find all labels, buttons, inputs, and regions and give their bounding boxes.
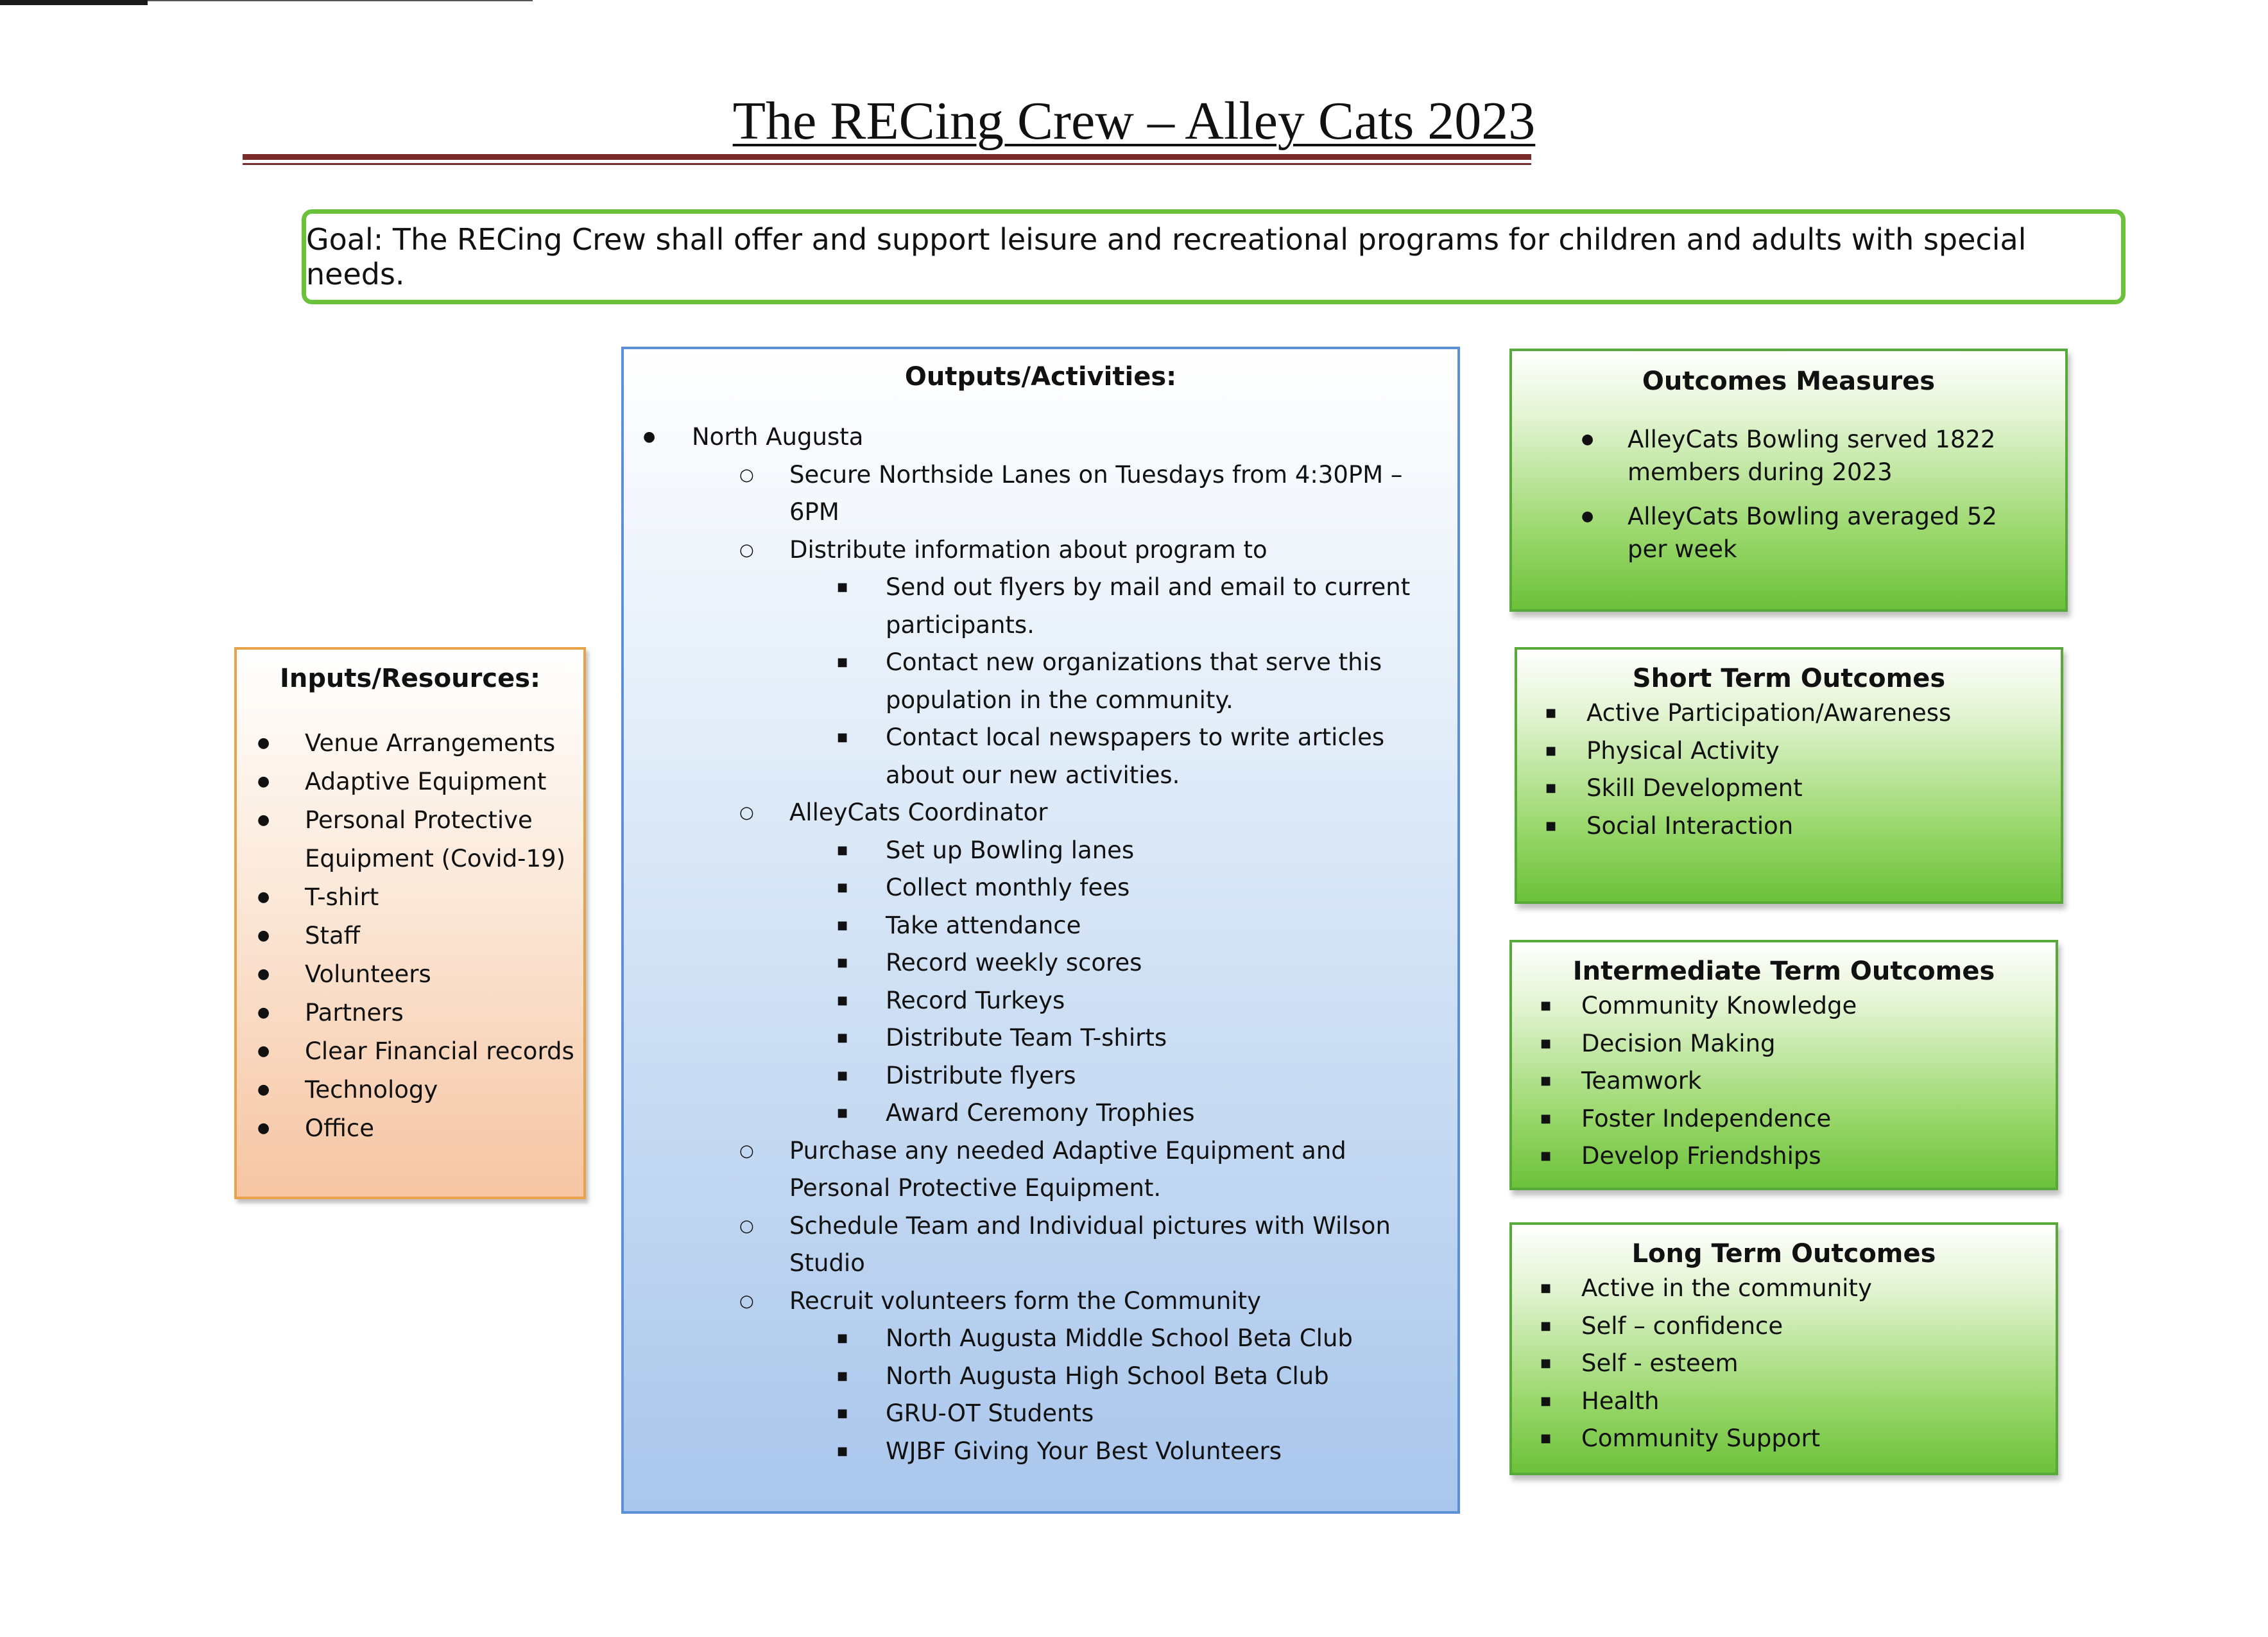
- list-item: ■ North Augusta High School Beta Club: [624, 1358, 1457, 1396]
- list-item: ■ WJBF Giving Your Best Volunteers: [624, 1433, 1457, 1471]
- list-item: ■ Community Support: [1512, 1420, 2056, 1458]
- list-item: ● AlleyCats Bowling served 1822 members during 2023: [1512, 423, 2065, 489]
- list-item: ■ Foster Independence: [1512, 1100, 2056, 1138]
- list-item: ■ North Augusta Middle School Beta Club: [624, 1320, 1457, 1358]
- outputs-heading: Outputs/Activities:: [904, 362, 1177, 392]
- list-item: ■ Self – confidence: [1512, 1308, 2056, 1346]
- measures-heading: Outcomes Measures: [1642, 367, 1936, 396]
- list-item: ● Clear Financial records: [237, 1032, 583, 1071]
- list-item: ■ Physical Activity: [1517, 732, 2061, 770]
- list-item: ● Adaptive Equipment: [237, 763, 583, 801]
- list-item: ● Partners: [237, 994, 583, 1032]
- list-item: ■ Self - esteem: [1512, 1345, 2056, 1383]
- list-item: ● Volunteers: [237, 955, 583, 994]
- list-item: ■ Award Ceremony Trophies: [624, 1095, 1457, 1132]
- list-item: ■ Send out flyers by mail and email to current participants.: [624, 569, 1457, 644]
- list-item: ■ Develop Friendships: [1512, 1138, 2056, 1175]
- list-item: ■ Health: [1512, 1383, 2056, 1421]
- list-item: ■ Set up Bowling lanes: [624, 832, 1457, 870]
- outputs-list: [624, 419, 1457, 1470]
- long-term-heading: Long Term Outcomes: [1631, 1239, 1936, 1269]
- list-item: ■ Contact new organizations that serve this population in the community.: [624, 644, 1457, 719]
- location-item: ● North Augusta: [624, 419, 1457, 456]
- list-item: ○ Schedule Team and Individual pictures with Wilson Studio: [624, 1208, 1457, 1283]
- title-rule-thin: [243, 163, 1531, 165]
- inputs-list: [237, 724, 583, 1148]
- list-item: ● AlleyCats Bowling averaged 52 per week: [1512, 500, 2065, 566]
- list-item: ■ Contact local newspapers to write articles about our new activities.: [624, 719, 1457, 794]
- list-item: ■ Active in the community: [1512, 1270, 2056, 1308]
- list-item: ○ AlleyCats Coordinator: [624, 794, 1457, 832]
- goal-text: Goal: The RECing Crew shall offer and support leisure and recreational programs for children and adults with special needs.: [306, 222, 2027, 291]
- list-item: ■ Social Interaction: [1517, 808, 2061, 845]
- list-item: ■ Decision Making: [1512, 1025, 2056, 1063]
- list-item: ● Venue Arrangements: [237, 724, 583, 763]
- intermediate-list: [1512, 987, 2056, 1175]
- outcomes-measures-box: [1509, 349, 2068, 612]
- inputs-resources-box: [234, 647, 586, 1199]
- list-item: ■ Community Knowledge: [1512, 987, 2056, 1025]
- measures-list: [1512, 423, 2065, 566]
- list-item: ■ Distribute Team T-shirts: [624, 1019, 1457, 1057]
- list-item: ■ Teamwork: [1512, 1062, 2056, 1100]
- list-item: ● Personal Protective Equipment (Covid-19): [237, 801, 583, 878]
- intermediate-heading: Intermediate Term Outcomes: [1572, 957, 1995, 986]
- list-item: ○ Distribute information about program to: [624, 532, 1457, 569]
- inputs-heading: Inputs/Resources:: [279, 664, 541, 693]
- outputs-activities-box: [621, 347, 1460, 1514]
- title-rule-thick: [243, 154, 1531, 160]
- short-term-heading: Short Term Outcomes: [1632, 664, 1946, 693]
- long-term-outcomes-box: [1509, 1222, 2058, 1475]
- page-title: The RECing Crew – Alley Cats 2023: [732, 91, 1536, 151]
- list-item: ● Staff: [237, 917, 583, 955]
- goal-box: [302, 209, 2126, 304]
- short-term-list: [1517, 695, 2061, 845]
- long-term-list: [1512, 1270, 2056, 1458]
- list-item: ■ GRU-OT Students: [624, 1395, 1457, 1433]
- list-item: ■ Take attendance: [624, 907, 1457, 945]
- list-item: ○ Recruit volunteers form the Community: [624, 1283, 1457, 1321]
- list-item: ■ Skill Development: [1517, 770, 2061, 808]
- list-item: ● Technology: [237, 1071, 583, 1109]
- list-item: ■ Active Participation/Awareness: [1517, 695, 2061, 732]
- list-item: ■ Distribute flyers: [624, 1057, 1457, 1095]
- list-item: ■ Record Turkeys: [624, 982, 1457, 1020]
- list-item: ● T-shirt: [237, 878, 583, 917]
- short-term-outcomes-box: [1515, 647, 2063, 904]
- list-item: ● Office: [237, 1109, 583, 1148]
- list-item: ○ Secure Northside Lanes on Tuesdays from 4:30PM – 6PM: [624, 456, 1457, 532]
- list-item: ○ Purchase any needed Adaptive Equipment and Personal Protective Equipment.: [624, 1132, 1457, 1208]
- intermediate-outcomes-box: [1509, 940, 2058, 1190]
- scan-edge-line: [148, 0, 533, 1]
- list-item: ■ Record weekly scores: [624, 944, 1457, 982]
- list-item: ■ Collect monthly fees: [624, 869, 1457, 907]
- scan-edge-mark: [0, 0, 148, 5]
